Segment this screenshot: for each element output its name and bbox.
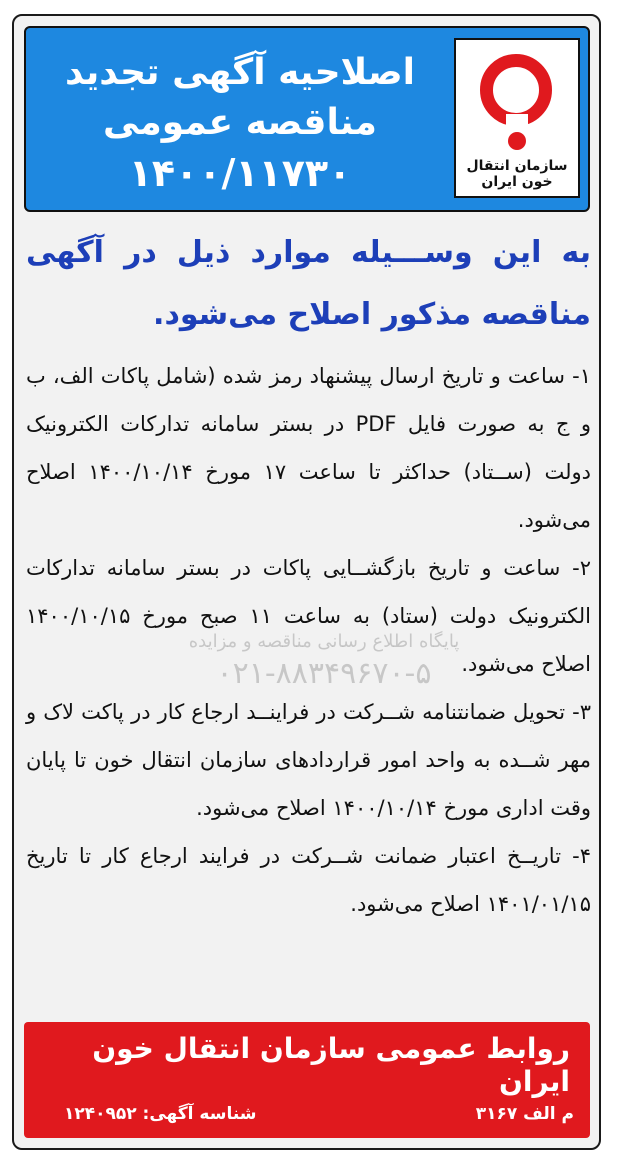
list-item: ۳- تحویل ضمانتنامه شــرکت در فراینــد ارجاع کار در پاکت لاک و مهر شــده به واحد امور قراردادهای سازمان انتقال خون تا پایان وقت اداری مورخ ۱۴۰۰/۱۰/۱۴ اصلاح می‌شود.: [26, 700, 591, 820]
list-item: ۱- ساعت و تاریخ ارسال پیشنهاد رمز شده (شامل پاکات الف، ب و ج به صورت فایل PDF در بستر سامانه تدارکات الکترونیک دولت (ســتاد) حداکثر تا ساعت ۱۷ مورخ ۱۴۰۰/۱۰/۱۴ اصلاح می‌شود.: [26, 364, 591, 532]
list-item: ۲- ساعت و تاریخ بازگشــایی پاکات در بستر سامانه تدارکات الکترونیک دولت (ستاد) به ساعت ۱۱ صبح مورخ ۱۴۰۰/۱۰/۱۵ اصلاح می‌شود.: [26, 556, 591, 676]
title-line-2: مناقصه عمومی: [103, 102, 377, 143]
list-item: ۴- تاریــخ اعتبار ضمانت شــرکت در فرایند ارجاع کار تا تاریخ ۱۴۰۱/۰۱/۱۵ اصلاح می‌شود.: [26, 844, 591, 916]
blood-drop-icon: [508, 132, 526, 150]
header-banner: [24, 26, 590, 212]
tender-number: ۱۴۰۰/۱۱۷۳۰: [128, 151, 352, 195]
page-title: [40, 48, 440, 198]
watermark-line-1: پایگاه اطلاع رسانی مناقصه و مزایده: [188, 631, 460, 652]
title-line-1: اصلاحیه آگهی تجدید: [64, 52, 416, 93]
watermark-phone: ۰۲۱-۸۸۳۴۹۶۷۰-۵: [216, 656, 432, 691]
footer-ad-id: شناسه آگهی: ۱۲۴۰۹۵۲: [64, 1104, 257, 1124]
intro-text: به این وســـیله موارد ذیل در آگهی مناقصه مذکور اصلاح می‌شود.: [26, 235, 591, 332]
logo: [454, 38, 580, 198]
notice-body: [26, 222, 591, 928]
footer-title: روابط عمومی سازمان انتقال خون ایران: [92, 1032, 570, 1098]
footer-code: م الف ۳۱۶۷: [475, 1104, 574, 1124]
logo-text: سازمان انتقال خون ایران: [466, 158, 568, 190]
footer-banner: [24, 1022, 590, 1138]
advertisement-frame: [12, 14, 601, 1150]
